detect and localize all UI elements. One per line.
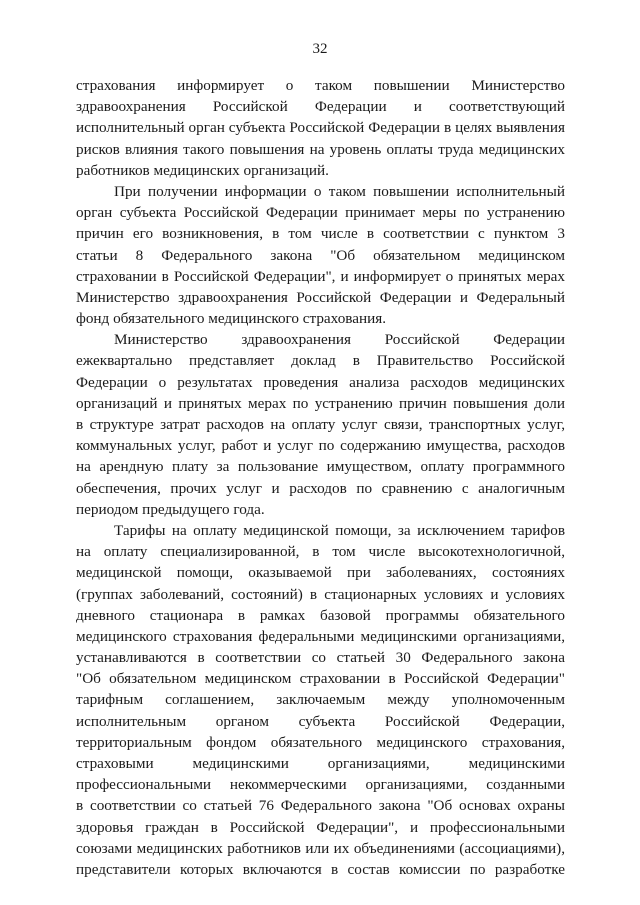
text-line: медицинского страхования федеральными медицинскими организациями, [76,627,565,645]
text-line: территориальным фондом обязательного медицинского страхования, [76,733,565,751]
text-line: в соответствии со статьей 76 Федерального закона "Об основах охраны [76,797,565,815]
text-line: на арендную плату за пользование имуществом, оплату программного [76,458,565,476]
text-line: исполнительный орган субъекта Российской Федерации в целях выявления [76,119,565,137]
page-number: 32 [312,41,328,57]
paragraph [76,329,565,520]
text-line: профессиональными некоммерческими организациями, созданными [76,776,565,794]
text-line: обеспечения, прочих услуг и расходов по сравнению с аналогичным [76,479,565,497]
text-line: тарифным соглашением, заключаемым между уполномоченным [76,691,565,709]
text-line: периодом предыдущего года. [76,500,265,518]
text-line: фонд обязательного медицинского страхования. [76,310,387,328]
text-line: исполнительным органом субъекта Российской Федерации, [76,712,565,730]
text-line: дневного стационара в рамках базовой программы обязательного [76,606,565,624]
text-line: орган субъекта Российской Федерации принимает меры по устранению [76,204,565,222]
text-line: статьи 8 Федерального закона "Об обязательном медицинском [76,246,565,264]
text-line: рисков влияния такого повышения на уровень оплаты труда медицинских [76,140,565,158]
paragraph [76,75,565,181]
text-line: страховании в Российской Федерации", и информирует о принятых мерах [76,267,565,285]
text-line: медицинской помощи, оказываемой при заболеваниях, состояниях [76,564,565,582]
text-line: Федерации о результатах проведения анализа расходов медицинских [76,373,565,391]
text-line: в структуре затрат расходов на оплату услуг связи, транспортных услуг, [76,416,565,433]
text-line: работников медицинских организаций. [76,161,329,179]
document-body [76,75,565,880]
text-line: Министерство здравоохранения Российской Федерации и Федеральный [76,288,565,306]
text-line: причин его возникновения, в том числе в соответствии с пунктом 3 [76,225,565,243]
text-line: ежеквартально представляет доклад в Правительство Российской [76,352,565,370]
text-line: страховыми медицинскими организациями, медицинскими [76,755,565,772]
paragraph [76,520,565,880]
text-line: Министерство здравоохранения Российской Федерации [114,331,565,349]
text-line: коммунальных услуг, работ и услуг по содержанию имущества, расходов [76,437,565,455]
text-line: здравоохранения Российской Федерации и соответствующий [76,98,565,116]
text-line: (группах заболеваний, состояний) в стационарных условиях и условиях [76,585,565,603]
text-line: союзами медицинских работников или их объединениями (ассоциациями), [76,839,565,857]
text-line: здоровья граждан в Российской Федерации", и профессиональными [76,818,565,836]
text-line: "Об обязательном медицинском страховании в Российской Федерации" [76,670,565,688]
text-line: страхования информирует о таком повышении Министерство [76,77,565,94]
text-line: устанавливаются в соответствии со статьей 30 Федерального закона [76,649,565,667]
text-line: Тарифы на оплату медицинской помощи, за исключением тарифов [114,521,565,539]
text-line: на оплату специализированной, в том числе высокотехнологичной, [76,543,565,561]
text-line: При получении информации о таком повышении исполнительный [114,182,565,200]
text-line: представители которых включаются в состав комиссии по разработке [76,860,565,878]
paragraph [76,181,565,329]
text-line: организаций и принятых мерах по устранению причин повышения доли [76,394,565,412]
